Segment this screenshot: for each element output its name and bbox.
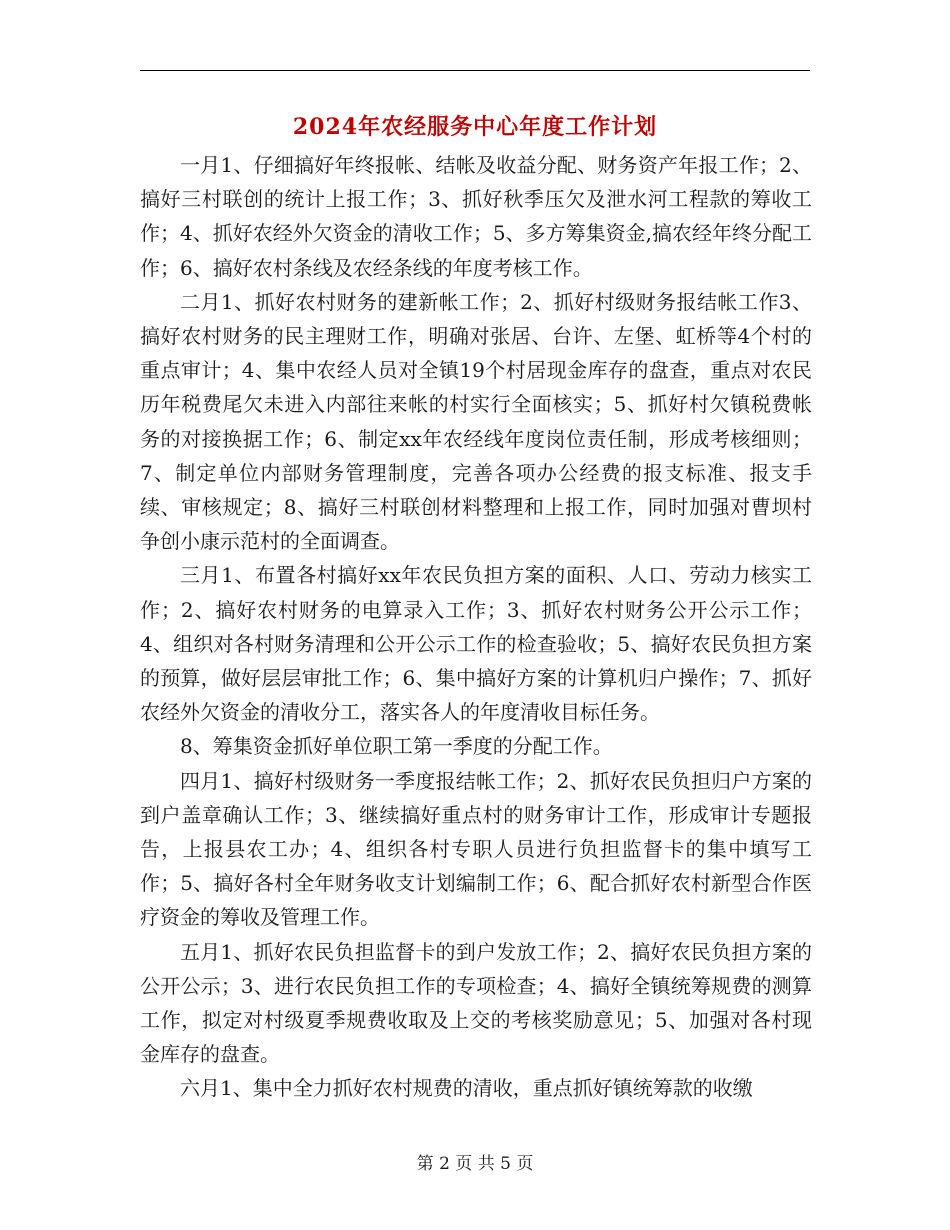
page-number-footer: 第 2 页 共 5 页 xyxy=(416,1154,534,1174)
paragraph-april: 四月1、搞好村级财务一季度报结帐工作；2、抓好农民负担归户方案的到户盖章确认工作；3、继续搞好重点村的财务审计工作，形成审计专题报告，上报县农工办；4、组织各村专职人员进行负担监督卡的集中填写工作；5、搞好各村全年财务收支计划编制工作；6、配合抓好农村新型合作医疗资金的筹收及管理工作。 xyxy=(140,768,812,930)
paragraph-june: 六月1、集中全力抓好农村规费的清收，重点抓好镇统筹款的收缴 xyxy=(180,1076,753,1101)
paragraph-march-item-8: 8、筹集资金抓好单位职工第一季度的分配工作。 xyxy=(180,734,613,759)
paragraph-january: 一月1、仔细搞好年终报帐、结帐及收益分配、财务资产年报工作；2、搞好三村联创的统计上报工作；3、抓好秋季压欠及泄水河工程款的筹收工作；4、抓好农经外欠资金的清收工作；5、多方筹集资金,搞农经年终分配工作；6、搞好农村条线及农经条线的年度考核工作。 xyxy=(140,153,812,280)
paragraph-february: 二月1、抓好农村财务的建新帐工作；2、抓好村级财务报结帐工作3、搞好农村财务的民主理财工作，明确对张居、台许、左堡、虹桥等4个村的重点审计；4、集中农经人员对全镇19个村居现金库存的盘查，重点对农民历年税费尾欠未进入内部往来帐的村实行全面核实；5、抓好村欠镇税费帐务的对接换据工作；6、制定xx年农经线年度岗位责任制，形成考核细则；7、制定单位内部财务管理制度，完善各项办公经费的报支标准、报支手续、审核规定；8、搞好三村联创材料整理和上报工作，同时加强对曹坝村争创小康示范村的全面调查。 xyxy=(140,289,812,554)
document-title: 2024年农经服务中心年度工作计划 xyxy=(292,114,658,140)
paragraph-march: 三月1、布置各村搞好xx年农民负担方案的面积、人口、劳动力核实工作；2、搞好农村财务的电算录入工作；3、抓好农村财务公开公示工作；4、组织对各村财务清理和公开公示工作的检查验收；5、搞好农民负担方案的预算，做好层层审批工作；6、集中搞好方案的计算机归户操作；7、抓好农经外欠资金的清收分工，落实各人的年度清收目标任务。 xyxy=(140,563,812,725)
paragraph-may: 五月1、抓好农民负担监督卡的到户发放工作；2、搞好农民负担方案的公开公示；3、进行农民负担工作的专项检查；4、搞好全镇统筹规费的测算工作，拟定对村级夏季规费收取及上交的考核奖励意见；5、加强对各村现金库存的盘查。 xyxy=(140,939,812,1067)
header-rule xyxy=(140,70,810,71)
document-body xyxy=(140,148,812,1106)
